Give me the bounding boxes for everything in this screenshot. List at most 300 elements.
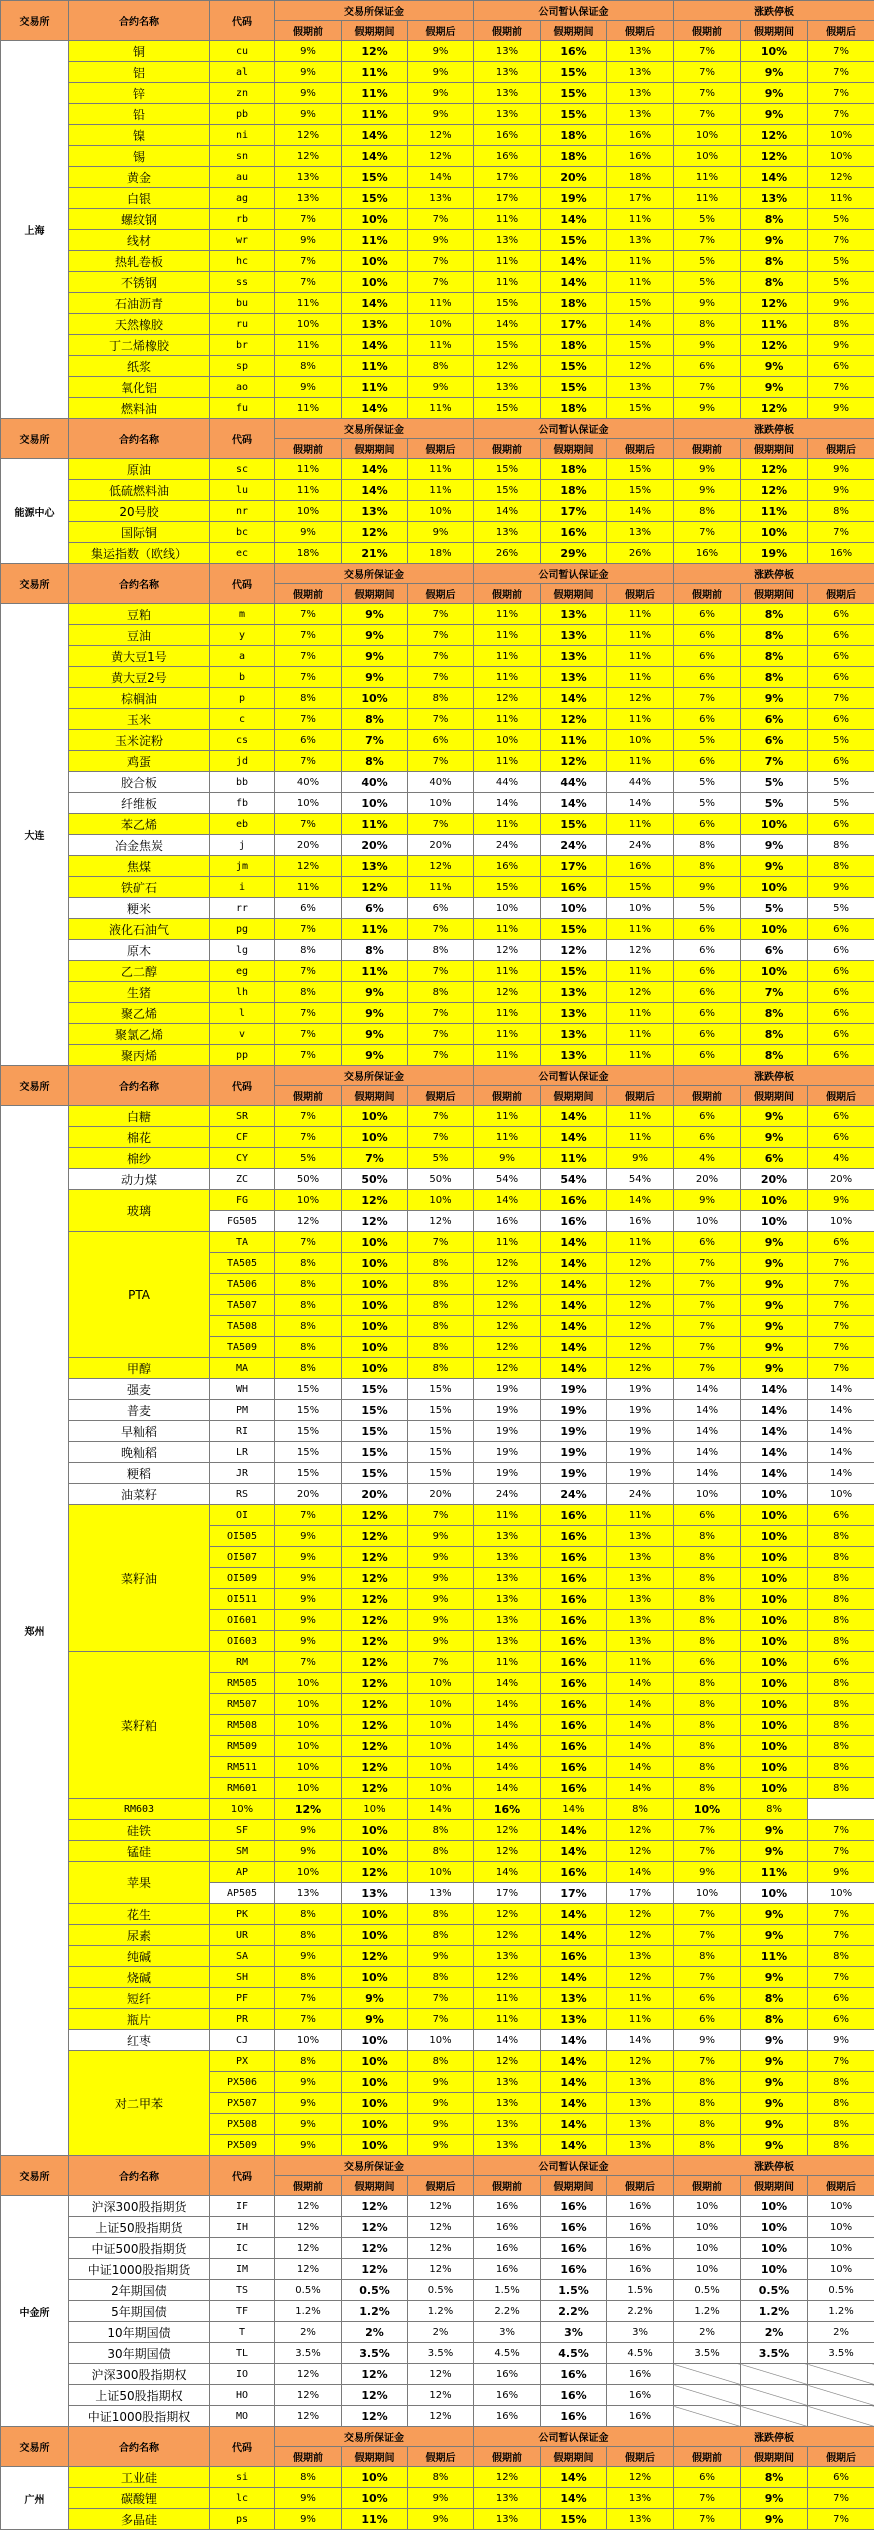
value-cell: 16% (541, 2238, 607, 2259)
value-cell: 13% (474, 1589, 541, 1610)
period-during-header: 假期期间 (342, 439, 408, 459)
contract-code: au (210, 167, 275, 188)
value-cell: 5% (408, 1148, 474, 1169)
table-row (1, 877, 874, 898)
value-cell: 9% (808, 398, 874, 419)
value-cell: 9% (342, 667, 408, 688)
value-cell: 10% (342, 688, 408, 709)
value-cell: 8% (808, 1568, 874, 1589)
value-cell: 10% (342, 1253, 408, 1274)
value-cell: 12% (741, 480, 808, 501)
contract-code: nr (210, 501, 275, 522)
value-cell: 12% (474, 1841, 541, 1862)
value-cell: 11% (607, 272, 674, 293)
value-cell: 12% (342, 2406, 408, 2427)
value-cell: 8% (408, 1316, 474, 1337)
value-cell: 14% (541, 688, 607, 709)
value-cell: 16% (674, 543, 741, 564)
value-cell: 12% (408, 2196, 474, 2217)
value-cell: 7% (275, 1045, 342, 1066)
table-row (1, 2217, 874, 2238)
contract-name: 原油 (69, 459, 210, 480)
value-cell: 12% (342, 2364, 408, 2385)
table-row (1, 751, 874, 772)
value-cell: 7% (674, 1925, 741, 1946)
value-cell: 9% (408, 1631, 474, 1652)
table-row (1, 251, 874, 272)
value-cell: 16% (474, 2196, 541, 2217)
contract-name: 2年期国债 (69, 2280, 210, 2301)
value-cell: 11% (342, 62, 408, 83)
contract-name: 胶合板 (69, 772, 210, 793)
value-cell: 14% (541, 2093, 607, 2114)
value-cell: 15% (275, 1442, 342, 1463)
value-cell: 9% (408, 1589, 474, 1610)
value-cell: 13% (541, 667, 607, 688)
table-row (1, 146, 874, 167)
value-cell: 16% (541, 1526, 607, 1547)
empty-cell (741, 2364, 808, 2385)
value-cell: 16% (541, 1694, 607, 1715)
value-cell: 12% (541, 751, 607, 772)
value-cell: 8% (275, 1316, 342, 1337)
value-cell: 7% (408, 1003, 474, 1024)
value-cell: 13% (474, 1631, 541, 1652)
value-cell: 12% (474, 356, 541, 377)
value-cell: 19% (474, 1379, 541, 1400)
value-cell: 12% (607, 2467, 674, 2488)
value-cell: 13% (607, 1946, 674, 1967)
value-cell: 6% (808, 709, 874, 730)
value-cell: 14% (541, 272, 607, 293)
value-cell: 12% (342, 1694, 408, 1715)
contract-code: OI507 (210, 1547, 275, 1568)
code-header: 代码 (210, 419, 275, 459)
contract-name: 纯碱 (69, 1946, 210, 1967)
value-cell: 8% (342, 709, 408, 730)
value-cell: 19% (741, 543, 808, 564)
value-cell: 1.5% (474, 2280, 541, 2301)
value-cell: 6% (674, 1127, 741, 1148)
value-cell: 1.2% (808, 2301, 874, 2322)
value-cell: 11% (474, 1988, 541, 2009)
value-cell: 12% (408, 856, 474, 877)
value-cell: 12% (342, 1589, 408, 1610)
value-cell: 11% (474, 814, 541, 835)
value-cell: 9% (275, 2114, 342, 2135)
value-cell: 19% (541, 1463, 607, 1484)
value-cell: 9% (342, 604, 408, 625)
value-cell: 11% (607, 709, 674, 730)
value-cell: 11% (342, 83, 408, 104)
value-cell: 7% (275, 646, 342, 667)
contract-code: AP505 (210, 1883, 275, 1904)
value-cell: 9% (275, 41, 342, 62)
value-cell: 10% (741, 1715, 808, 1736)
value-cell: 8% (674, 1526, 741, 1547)
value-cell: 12% (275, 2364, 342, 2385)
value-cell: 16% (541, 1946, 607, 1967)
value-cell: 50% (342, 1169, 408, 1190)
value-cell: 19% (607, 1421, 674, 1442)
value-cell: 10% (275, 1736, 342, 1757)
value-cell: 17% (607, 188, 674, 209)
contract-code: rb (210, 209, 275, 230)
value-cell: 7% (408, 625, 474, 646)
value-cell: 8% (808, 501, 874, 522)
value-cell: 14% (474, 1694, 541, 1715)
value-cell: 8% (674, 1715, 741, 1736)
value-cell: 2% (741, 2322, 808, 2343)
value-cell: 15% (607, 293, 674, 314)
value-cell: 15% (541, 814, 607, 835)
contract-code: sp (210, 356, 275, 377)
contract-name: 瓶片 (69, 2009, 210, 2030)
value-cell: 10% (741, 1652, 808, 1673)
value-cell: 5% (674, 251, 741, 272)
value-cell: 44% (541, 772, 607, 793)
table-row (1, 1148, 874, 1169)
contract-code: bu (210, 293, 275, 314)
value-cell: 17% (474, 1883, 541, 1904)
value-cell: 19% (474, 1400, 541, 1421)
period-post-header: 假期后 (607, 584, 674, 604)
value-cell: 13% (474, 1946, 541, 1967)
value-cell: 8% (275, 1925, 342, 1946)
value-cell: 7% (275, 961, 342, 982)
value-cell: 7% (808, 1358, 874, 1379)
value-cell: 10% (741, 1736, 808, 1757)
value-cell: 20% (741, 1169, 808, 1190)
value-cell: 7% (275, 2009, 342, 2030)
value-cell: 14% (541, 793, 607, 814)
contract-code: MO (210, 2406, 275, 2427)
value-cell: 5% (674, 772, 741, 793)
period-post-header: 假期后 (607, 1086, 674, 1106)
value-cell: 11% (275, 293, 342, 314)
contract-code: rr (210, 898, 275, 919)
value-cell: 9% (741, 230, 808, 251)
exchange-header: 交易所 (1, 2156, 69, 2196)
period-post-header: 假期后 (408, 439, 474, 459)
value-cell: 8% (741, 667, 808, 688)
value-cell: 6% (674, 709, 741, 730)
value-cell: 16% (474, 2385, 541, 2406)
value-cell: 13% (541, 646, 607, 667)
value-cell: 9% (674, 1190, 741, 1211)
value-cell: 8% (674, 2093, 741, 2114)
value-cell: 12% (741, 146, 808, 167)
value-cell: 12% (474, 940, 541, 961)
contract-name: 液化石油气 (69, 919, 210, 940)
value-cell: 18% (541, 480, 607, 501)
value-cell: 11% (342, 356, 408, 377)
value-cell: 10% (741, 814, 808, 835)
value-cell: 16% (474, 1799, 541, 1820)
exchange-cell: 大连 (1, 604, 69, 1066)
table-row (1, 1505, 874, 1526)
value-cell: 11% (674, 167, 741, 188)
table-row (1, 730, 874, 751)
value-cell: 8% (674, 1568, 741, 1589)
value-cell: 10% (342, 1841, 408, 1862)
value-cell: 11% (474, 1505, 541, 1526)
value-cell: 9% (342, 2009, 408, 2030)
table-row (1, 1169, 874, 1190)
value-cell: 12% (275, 125, 342, 146)
value-cell: 9% (275, 1610, 342, 1631)
value-cell: 7% (275, 604, 342, 625)
value-cell: 13% (607, 2135, 674, 2156)
value-cell: 7% (408, 814, 474, 835)
contract-code: br (210, 335, 275, 356)
value-cell: 9% (408, 104, 474, 125)
contract-name: 纸浆 (69, 356, 210, 377)
value-cell: 10% (275, 314, 342, 335)
table-row (1, 898, 874, 919)
value-cell: 10% (342, 2135, 408, 2156)
period-during-header: 假期期间 (541, 584, 607, 604)
value-cell: 6% (808, 604, 874, 625)
value-cell: 12% (275, 1799, 342, 1820)
value-cell: 6% (674, 1505, 741, 1526)
value-cell: 9% (408, 2114, 474, 2135)
value-cell: 8% (741, 1045, 808, 1066)
value-cell: 12% (275, 2238, 342, 2259)
value-cell: 14% (607, 1715, 674, 1736)
value-cell: 6% (808, 1652, 874, 1673)
value-cell: 20% (808, 1169, 874, 1190)
value-cell: 9% (741, 1337, 808, 1358)
value-cell: 6% (674, 667, 741, 688)
value-cell: 6% (674, 604, 741, 625)
table-row (1, 1421, 874, 1442)
value-cell: 10% (342, 1127, 408, 1148)
value-cell: 12% (342, 1736, 408, 1757)
value-cell: 8% (808, 2135, 874, 2156)
contract-code: WH (210, 1379, 275, 1400)
contract-name: 对二甲苯 (69, 2051, 210, 2156)
table-row (1, 1442, 874, 1463)
contract-code: TA505 (210, 1253, 275, 1274)
table-row (1, 209, 874, 230)
value-cell: 7% (808, 83, 874, 104)
value-cell: 10% (275, 501, 342, 522)
value-cell: 9% (275, 1841, 342, 1862)
value-cell: 13% (275, 1883, 342, 1904)
period-pre-header: 假期前 (674, 2176, 741, 2196)
value-cell: 6% (674, 1024, 741, 1045)
value-cell: 14% (474, 1673, 541, 1694)
value-cell: 14% (342, 398, 408, 419)
table-row (1, 667, 874, 688)
value-cell: 13% (607, 1568, 674, 1589)
value-cell: 15% (541, 2509, 607, 2530)
value-cell: 8% (808, 1736, 874, 1757)
value-cell: 13% (474, 2488, 541, 2509)
table-row (1, 2280, 874, 2301)
value-cell: 20% (342, 835, 408, 856)
empty-cell (808, 2406, 874, 2427)
contract-code: ps (210, 2509, 275, 2530)
value-cell: 15% (408, 1442, 474, 1463)
value-cell: 11% (474, 1127, 541, 1148)
value-cell: 9% (342, 646, 408, 667)
value-cell: 13% (474, 2093, 541, 2114)
value-cell: 9% (674, 293, 741, 314)
contract-code: a (210, 646, 275, 667)
value-cell: 9% (808, 293, 874, 314)
value-cell: 5% (808, 898, 874, 919)
value-cell: 13% (607, 2114, 674, 2135)
value-cell: 16% (607, 2238, 674, 2259)
value-cell: 0.5% (808, 2280, 874, 2301)
empty-cell (674, 2364, 741, 2385)
value-cell: 12% (607, 940, 674, 961)
value-cell: 7% (408, 604, 474, 625)
value-cell: 11% (275, 459, 342, 480)
table-row (1, 314, 874, 335)
value-cell: 5% (808, 251, 874, 272)
value-cell: 13% (275, 167, 342, 188)
value-cell: 12% (607, 1925, 674, 1946)
value-cell: 10% (408, 1736, 474, 1757)
value-cell: 14% (474, 1778, 541, 1799)
exchange-header: 交易所 (1, 1, 69, 41)
value-cell: 2% (808, 2322, 874, 2343)
value-cell: 20% (275, 1484, 342, 1505)
value-cell: 14% (607, 1778, 674, 1799)
table-row (1, 2364, 874, 2385)
value-cell: 8% (808, 1631, 874, 1652)
empty-cell (808, 2385, 874, 2406)
value-cell: 12% (342, 1568, 408, 1589)
contract-code: TA (210, 1232, 275, 1253)
value-cell: 10% (210, 1799, 275, 1820)
value-cell: 7% (408, 251, 474, 272)
contract-code: bb (210, 772, 275, 793)
value-cell: 9% (741, 2072, 808, 2093)
value-cell: 11% (342, 961, 408, 982)
section-header-row (1, 419, 874, 439)
value-cell: 14% (342, 293, 408, 314)
table-row (1, 2467, 874, 2488)
value-cell: 8% (808, 2114, 874, 2135)
contract-code: PX507 (210, 2093, 275, 2114)
value-cell: 17% (541, 501, 607, 522)
value-cell: 16% (474, 146, 541, 167)
contract-code: FG505 (210, 1211, 275, 1232)
value-cell: 12% (342, 1631, 408, 1652)
contract-name: 碳酸锂 (69, 2488, 210, 2509)
value-cell: 9% (808, 1190, 874, 1211)
value-cell: 11% (607, 919, 674, 940)
value-cell: 7% (674, 62, 741, 83)
exchange-cell: 能源中心 (1, 459, 69, 564)
value-cell: 8% (808, 856, 874, 877)
value-cell: 14% (607, 1757, 674, 1778)
contract-name: 聚乙烯 (69, 1003, 210, 1024)
table-row (1, 1988, 874, 2009)
contract-name: 天然橡胶 (69, 314, 210, 335)
contract-name: 焦煤 (69, 856, 210, 877)
contract-code: CF (210, 1127, 275, 1148)
contract-code: sc (210, 459, 275, 480)
group3-header: 涨跌停板 (674, 2156, 874, 2176)
contract-name: 铜 (69, 41, 210, 62)
value-cell: 14% (607, 1673, 674, 1694)
value-cell: 12% (741, 335, 808, 356)
contract-code: OI601 (210, 1610, 275, 1631)
value-cell: 24% (607, 835, 674, 856)
contract-name: 氧化铝 (69, 377, 210, 398)
contract-name: 石油沥青 (69, 293, 210, 314)
contract-code: SR (210, 1106, 275, 1127)
table-row (1, 919, 874, 940)
value-cell: 9% (275, 230, 342, 251)
value-cell: 12% (275, 2259, 342, 2280)
value-cell: 26% (607, 543, 674, 564)
group3-header: 涨跌停板 (674, 564, 874, 584)
value-cell: 10% (674, 2217, 741, 2238)
value-cell: 12% (275, 2406, 342, 2427)
value-cell: 12% (342, 1211, 408, 1232)
value-cell: 10% (408, 314, 474, 335)
value-cell: 7% (342, 730, 408, 751)
value-cell: 5% (674, 898, 741, 919)
value-cell: 5% (741, 772, 808, 793)
value-cell: 15% (474, 459, 541, 480)
value-cell: 9% (741, 1925, 808, 1946)
contract-code: PF (210, 1988, 275, 2009)
value-cell: 9% (741, 356, 808, 377)
value-cell: 6% (808, 1024, 874, 1045)
value-cell: 13% (474, 230, 541, 251)
value-cell: 14% (541, 2488, 607, 2509)
value-cell: 13% (474, 104, 541, 125)
table-row (1, 1003, 874, 1024)
value-cell: 15% (474, 335, 541, 356)
value-cell: 12% (275, 146, 342, 167)
value-cell: 12% (741, 125, 808, 146)
value-cell: 11% (342, 104, 408, 125)
value-cell: 15% (541, 230, 607, 251)
value-cell: 0.5% (741, 2280, 808, 2301)
table-row (1, 104, 874, 125)
period-during-header: 假期期间 (741, 584, 808, 604)
value-cell: 7% (674, 1316, 741, 1337)
value-cell: 12% (741, 293, 808, 314)
table-row (1, 41, 874, 62)
contract-code: ni (210, 125, 275, 146)
value-cell: 9% (741, 1316, 808, 1337)
value-cell: 8% (275, 2051, 342, 2072)
value-cell: 10% (275, 1757, 342, 1778)
value-cell: 7% (674, 1967, 741, 1988)
table-row (1, 814, 874, 835)
value-cell: 19% (607, 1379, 674, 1400)
value-cell: 12% (474, 1358, 541, 1379)
value-cell: 12% (474, 688, 541, 709)
value-cell: 12% (607, 1820, 674, 1841)
value-cell: 9% (674, 459, 741, 480)
value-cell: 9% (741, 2135, 808, 2156)
table-row (1, 961, 874, 982)
value-cell: 6% (674, 751, 741, 772)
period-during-header: 假期期间 (342, 2176, 408, 2196)
contract-name: 热轧卷板 (69, 251, 210, 272)
contract-header: 合约名称 (69, 564, 210, 604)
